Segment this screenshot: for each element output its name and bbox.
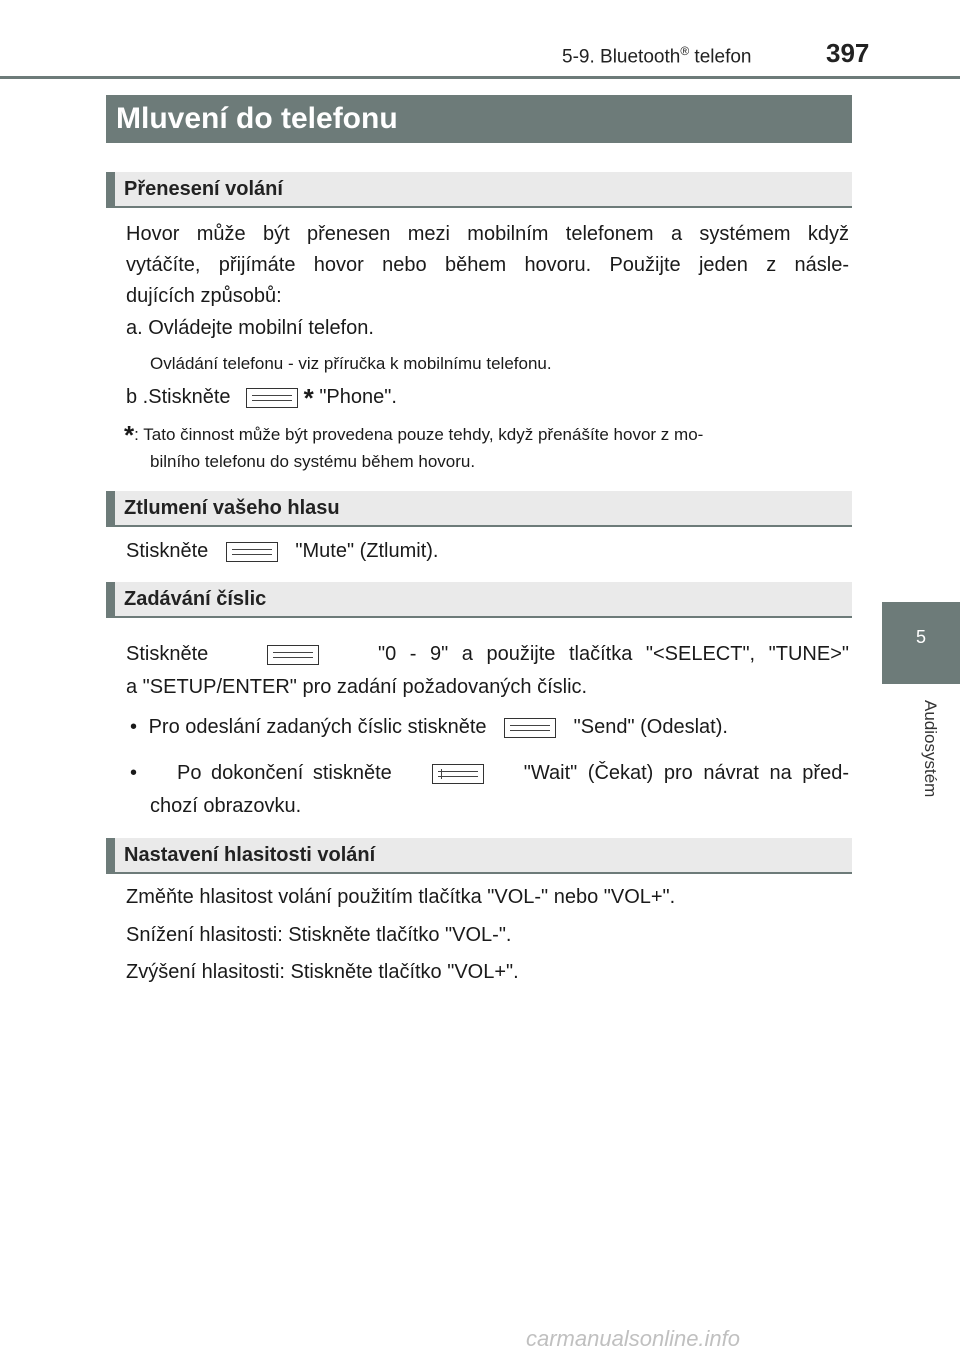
subheading-text: Zadávání číslic	[124, 588, 267, 610]
digits-suffix: "0 - 9" a použijte tlačítka "<SELECT", "TUNE>"	[378, 643, 849, 665]
mute-suffix: "Mute" (Ztlumit).	[295, 540, 439, 562]
digits-line1	[126, 639, 849, 670]
chapter-label: Audiosystém	[921, 700, 940, 798]
section-title: 5-9. Bluetooth	[562, 46, 681, 68]
bullet1-prefix: Pro odeslání zadaných číslic stiskněte	[148, 716, 487, 738]
digits-line2: a "SETUP/ENTER" pro zadání požadovaných číslic.	[126, 676, 588, 698]
subheading-digits	[106, 582, 852, 618]
bullet2-prefix: Po dokončení stiskněte	[177, 762, 392, 784]
footnote-line1: : Tato činnost může být provedena pouze tehdy, když přenášíte hovor z mo-	[134, 425, 704, 444]
footnote-star: *	[303, 383, 314, 413]
volume-line2: Snížení hlasitosti: Stiskněte tlačítko "VOL-".	[126, 924, 512, 946]
transfer-intro-line3: dujících způsobů:	[126, 285, 282, 307]
mute-text	[126, 536, 439, 567]
option-b-suffix: "Phone".	[319, 386, 397, 408]
section-title-suffix: telefon	[689, 46, 752, 68]
digits-bullet2-line2: chozí obrazovku.	[150, 795, 302, 817]
send-button-icon	[504, 718, 556, 738]
subheading-text: Ztlumení vašeho hlasu	[124, 497, 340, 519]
keypad-button-icon	[267, 645, 319, 665]
subheading-text: Nastavení hlasitosti volání	[124, 844, 376, 866]
subheading-bar	[106, 838, 115, 872]
option-b	[126, 382, 397, 414]
page-number: 397	[826, 38, 870, 68]
subheading-volume	[106, 838, 852, 874]
watermark: carmanualsonline.info	[526, 1326, 741, 1351]
section-header	[562, 44, 751, 68]
chapter-tab: 5	[882, 602, 960, 684]
bullet2-suffix: "Wait" (Čekat) pro návrat na před-	[523, 762, 849, 784]
header-divider	[0, 76, 960, 79]
subheading-bar	[106, 582, 115, 616]
digits-bullet1	[130, 712, 728, 743]
digits-bullet2	[130, 758, 849, 789]
subheading-transfer	[106, 172, 852, 208]
subheading-mute	[106, 491, 852, 527]
page-title: Mluvení do telefonu	[106, 95, 852, 143]
bullet: •	[130, 716, 138, 738]
transfer-intro-line1: Hovor může být přenesen mezi mobilním telefonem a systémem když	[126, 223, 849, 245]
subheading-text: Přenesení volání	[124, 178, 283, 200]
transfer-intro-line2: vytáčíte, přijímáte hovor nebo během hovoru. Použijte jeden z násle-	[126, 254, 849, 276]
wait-button-icon	[432, 764, 484, 784]
option-b-prefix: b .Stiskněte	[126, 386, 231, 408]
footnote	[124, 420, 703, 451]
phone-button-icon	[246, 388, 298, 408]
mute-button-icon	[226, 542, 278, 562]
bullet: •	[130, 762, 138, 784]
registered-mark: ®	[680, 44, 690, 58]
option-a-note: Ovládání telefonu - viz příručka k mobilnímu telefonu.	[150, 354, 552, 373]
subheading-bar	[106, 172, 115, 206]
mute-prefix: Stiskněte	[126, 540, 209, 562]
volume-line3: Zvýšení hlasitosti: Stiskněte tlačítko "VOL+".	[126, 961, 519, 983]
digits-prefix: Stiskněte	[126, 643, 209, 665]
footnote-star: *	[124, 420, 135, 450]
footnote-line2: bilního telefonu do systému během hovoru.	[150, 452, 476, 471]
option-a: a. Ovládejte mobilní telefon.	[126, 317, 374, 339]
volume-line1: Změňte hlasitost volání použitím tlačítka "VOL-" nebo "VOL+".	[126, 886, 676, 908]
subheading-bar	[106, 491, 115, 525]
bullet1-suffix: "Send" (Odeslat).	[573, 716, 728, 738]
